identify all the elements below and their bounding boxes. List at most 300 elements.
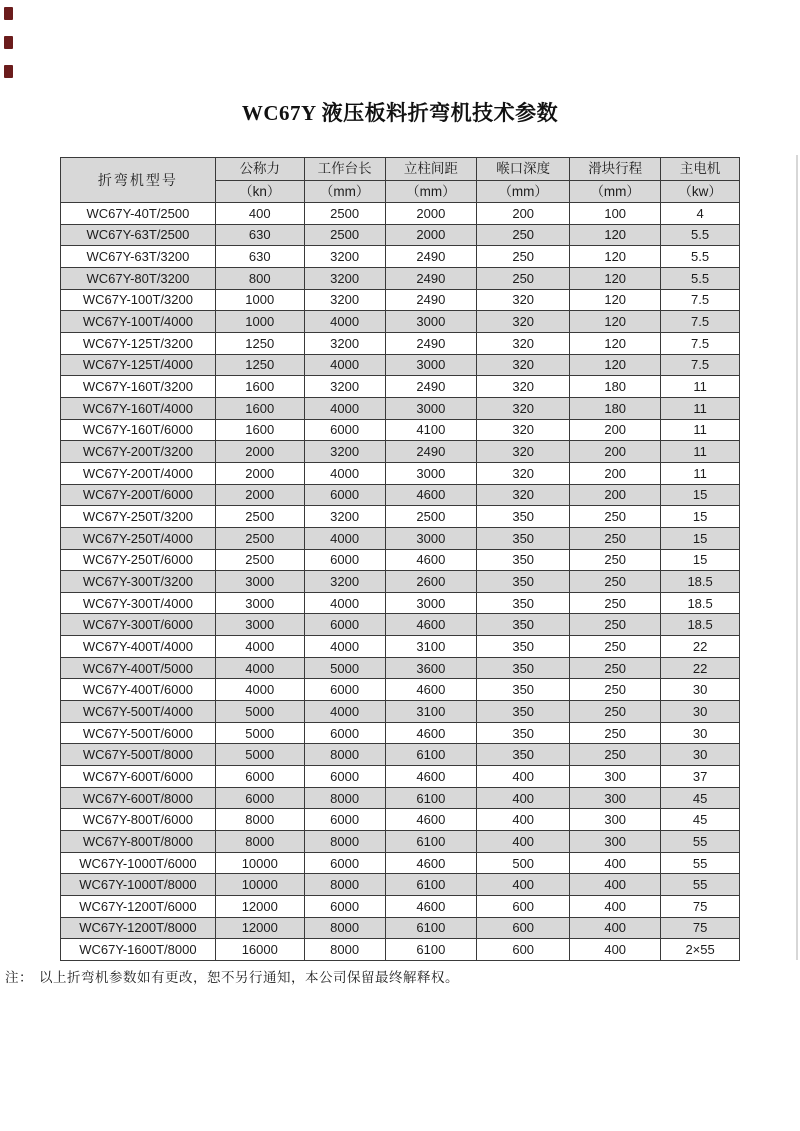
cell-model: WC67Y-200T/6000	[61, 484, 216, 506]
cell-value: 4000	[304, 527, 385, 549]
cell-value: 2500	[215, 549, 304, 571]
cell-model: WC67Y-63T/2500	[61, 224, 216, 246]
cell-model: WC67Y-1000T/6000	[61, 852, 216, 874]
cell-value: 4000	[304, 462, 385, 484]
cell-value: 12000	[215, 896, 304, 918]
cell-value: 400	[477, 787, 570, 809]
table-body	[61, 203, 740, 961]
cell-value: 4100	[385, 419, 477, 441]
cell-value: 100	[570, 203, 661, 225]
cell-value: 2000	[215, 441, 304, 463]
cell-value: 1600	[215, 376, 304, 398]
footnote	[5, 966, 685, 986]
cell-value: 120	[570, 224, 661, 246]
cell-value: 630	[215, 224, 304, 246]
header-model: 折弯机型号	[61, 158, 216, 203]
cell-value: 2000	[215, 462, 304, 484]
cell-value: 600	[477, 939, 570, 961]
table-row	[61, 332, 740, 354]
cell-value: 400	[570, 874, 661, 896]
cell-value: 120	[570, 267, 661, 289]
cell-value: 320	[477, 354, 570, 376]
cell-value: 15	[661, 527, 740, 549]
cell-model: WC67Y-400T/6000	[61, 679, 216, 701]
cell-value: 1000	[215, 311, 304, 333]
cell-value: 5000	[215, 701, 304, 723]
unit-table-length: （mm）	[304, 180, 385, 203]
table-row	[61, 376, 740, 398]
cell-value: 2500	[385, 506, 477, 528]
cell-model: WC67Y-160T/3200	[61, 376, 216, 398]
cell-value: 1000	[215, 289, 304, 311]
cell-value: 75	[661, 896, 740, 918]
unit-ram-stroke: （mm）	[570, 180, 661, 203]
cell-value: 6000	[304, 852, 385, 874]
cell-value: 30	[661, 679, 740, 701]
cell-value: 120	[570, 311, 661, 333]
cell-value: 350	[477, 549, 570, 571]
cell-value: 2×55	[661, 939, 740, 961]
cell-model: WC67Y-250T/6000	[61, 549, 216, 571]
cell-value: 5000	[215, 744, 304, 766]
cell-value: 250	[477, 224, 570, 246]
cell-value: 250	[570, 592, 661, 614]
cell-value: 250	[570, 722, 661, 744]
cell-model: WC67Y-80T/3200	[61, 267, 216, 289]
cell-value: 11	[661, 462, 740, 484]
cell-value: 6100	[385, 917, 477, 939]
cell-value: 11	[661, 376, 740, 398]
table-row	[61, 657, 740, 679]
table-row	[61, 614, 740, 636]
cell-value: 4600	[385, 549, 477, 571]
table-row	[61, 917, 740, 939]
cell-value: 500	[477, 852, 570, 874]
cell-value: 6000	[215, 787, 304, 809]
footnote-text: 以上折弯机参数如有更改，恕不另行通知，本公司保留最终解释权。	[39, 969, 459, 985]
cell-value: 3200	[304, 332, 385, 354]
cell-value: 75	[661, 917, 740, 939]
cell-model: WC67Y-63T/3200	[61, 246, 216, 268]
cell-model: WC67Y-800T/8000	[61, 831, 216, 853]
cell-value: 630	[215, 246, 304, 268]
cell-value: 6100	[385, 831, 477, 853]
cell-value: 320	[477, 441, 570, 463]
cell-value: 120	[570, 246, 661, 268]
cell-value: 350	[477, 592, 570, 614]
cell-value: 1600	[215, 419, 304, 441]
cell-value: 6000	[304, 484, 385, 506]
cell-model: WC67Y-300T/6000	[61, 614, 216, 636]
cell-value: 4600	[385, 484, 477, 506]
cell-value: 180	[570, 376, 661, 398]
header-main-motor: 主电机	[661, 158, 740, 181]
table-row	[61, 766, 740, 788]
table-row	[61, 289, 740, 311]
cell-value: 1250	[215, 354, 304, 376]
table-row	[61, 701, 740, 723]
cell-value: 350	[477, 506, 570, 528]
cell-model: WC67Y-40T/2500	[61, 203, 216, 225]
cell-value: 3000	[385, 527, 477, 549]
table-row	[61, 527, 740, 549]
cell-value: 11	[661, 397, 740, 419]
cell-value: 3200	[304, 571, 385, 593]
cell-value: 2500	[215, 527, 304, 549]
header-row-labels	[61, 158, 740, 181]
cell-value: 3100	[385, 636, 477, 658]
cell-value: 5.5	[661, 246, 740, 268]
cell-value: 2600	[385, 571, 477, 593]
cell-value: 3200	[304, 376, 385, 398]
cell-value: 400	[477, 766, 570, 788]
cell-value: 18.5	[661, 571, 740, 593]
cell-value: 7.5	[661, 289, 740, 311]
cell-value: 3000	[215, 592, 304, 614]
cell-value: 4000	[215, 636, 304, 658]
cell-value: 2000	[385, 203, 477, 225]
cell-value: 3000	[385, 462, 477, 484]
cell-value: 1250	[215, 332, 304, 354]
cell-value: 8000	[304, 939, 385, 961]
cell-value: 4000	[215, 679, 304, 701]
cell-value: 320	[477, 484, 570, 506]
cell-value: 350	[477, 657, 570, 679]
header-column-distance: 立柱间距	[385, 158, 477, 181]
cell-value: 3000	[385, 311, 477, 333]
cell-value: 5.5	[661, 267, 740, 289]
cell-value: 12000	[215, 917, 304, 939]
cell-value: 8000	[215, 831, 304, 853]
cell-value: 320	[477, 419, 570, 441]
cell-value: 250	[570, 701, 661, 723]
cell-value: 4000	[304, 354, 385, 376]
cell-value: 600	[477, 896, 570, 918]
cell-value: 3600	[385, 657, 477, 679]
cell-value: 4000	[304, 701, 385, 723]
table-row	[61, 571, 740, 593]
cell-value: 400	[477, 809, 570, 831]
cell-value: 55	[661, 852, 740, 874]
table-row	[61, 246, 740, 268]
table-row	[61, 679, 740, 701]
cell-value: 320	[477, 462, 570, 484]
cell-model: WC67Y-800T/6000	[61, 809, 216, 831]
table-row	[61, 419, 740, 441]
header-nominal-force: 公称力	[215, 158, 304, 181]
cell-value: 250	[570, 636, 661, 658]
cell-value: 300	[570, 787, 661, 809]
cell-value: 30	[661, 701, 740, 723]
cell-value: 2490	[385, 246, 477, 268]
cell-value: 2490	[385, 289, 477, 311]
cell-value: 6000	[304, 809, 385, 831]
cell-value: 3200	[304, 506, 385, 528]
table-row	[61, 506, 740, 528]
cell-model: WC67Y-600T/6000	[61, 766, 216, 788]
cell-value: 6000	[304, 766, 385, 788]
cell-value: 2490	[385, 376, 477, 398]
cell-value: 250	[570, 614, 661, 636]
unit-column-distance: （mm）	[385, 180, 477, 203]
scan-mark	[4, 65, 13, 78]
cell-value: 8000	[304, 831, 385, 853]
cell-value: 22	[661, 657, 740, 679]
table-row	[61, 831, 740, 853]
cell-value: 200	[570, 484, 661, 506]
cell-value: 6000	[304, 896, 385, 918]
cell-value: 2000	[385, 224, 477, 246]
cell-value: 2500	[304, 224, 385, 246]
cell-value: 7.5	[661, 354, 740, 376]
cell-value: 250	[570, 657, 661, 679]
cell-value: 1600	[215, 397, 304, 419]
table-row	[61, 874, 740, 896]
cell-value: 3100	[385, 701, 477, 723]
cell-value: 18.5	[661, 614, 740, 636]
cell-value: 8000	[215, 809, 304, 831]
cell-model: WC67Y-125T/4000	[61, 354, 216, 376]
cell-model: WC67Y-100T/4000	[61, 311, 216, 333]
cell-value: 5000	[215, 722, 304, 744]
cell-value: 15	[661, 484, 740, 506]
cell-value: 30	[661, 744, 740, 766]
cell-value: 4600	[385, 852, 477, 874]
cell-value: 3200	[304, 267, 385, 289]
cell-value: 6100	[385, 939, 477, 961]
cell-model: WC67Y-400T/5000	[61, 657, 216, 679]
cell-value: 16000	[215, 939, 304, 961]
cell-value: 7.5	[661, 332, 740, 354]
cell-value: 4600	[385, 766, 477, 788]
table-row	[61, 744, 740, 766]
cell-value: 250	[477, 246, 570, 268]
header-table-length: 工作台长	[304, 158, 385, 181]
cell-value: 2500	[304, 203, 385, 225]
cell-model: WC67Y-300T/4000	[61, 592, 216, 614]
unit-main-motor: （kw）	[661, 180, 740, 203]
footnote-prefix: 注：	[5, 969, 33, 985]
cell-value: 3000	[385, 354, 477, 376]
cell-model: WC67Y-100T/3200	[61, 289, 216, 311]
cell-value: 400	[477, 831, 570, 853]
table-row	[61, 549, 740, 571]
cell-value: 10000	[215, 874, 304, 896]
unit-nominal-force: （kn）	[215, 180, 304, 203]
cell-value: 11	[661, 441, 740, 463]
cell-value: 350	[477, 636, 570, 658]
table-row	[61, 636, 740, 658]
cell-value: 400	[570, 896, 661, 918]
cell-value: 3000	[385, 397, 477, 419]
cell-value: 3200	[304, 441, 385, 463]
cell-value: 320	[477, 376, 570, 398]
cell-model: WC67Y-200T/4000	[61, 462, 216, 484]
cell-value: 600	[477, 917, 570, 939]
scan-mark	[4, 7, 13, 20]
cell-value: 200	[570, 419, 661, 441]
cell-value: 11	[661, 419, 740, 441]
page-edge-line	[796, 155, 798, 960]
unit-throat-depth: （mm）	[477, 180, 570, 203]
cell-model: WC67Y-250T/3200	[61, 506, 216, 528]
scan-mark	[4, 36, 13, 49]
cell-value: 6100	[385, 787, 477, 809]
cell-value: 200	[477, 203, 570, 225]
table-row	[61, 852, 740, 874]
table-row	[61, 484, 740, 506]
cell-value: 2490	[385, 441, 477, 463]
cell-value: 3000	[215, 614, 304, 636]
table-row	[61, 354, 740, 376]
cell-value: 320	[477, 289, 570, 311]
cell-value: 8000	[304, 787, 385, 809]
page-title: WC67Y 液压板料折弯机技术参数	[241, 101, 559, 125]
cell-value: 55	[661, 831, 740, 853]
cell-value: 3200	[304, 246, 385, 268]
cell-value: 2490	[385, 267, 477, 289]
cell-value: 350	[477, 722, 570, 744]
cell-value: 30	[661, 722, 740, 744]
cell-value: 350	[477, 701, 570, 723]
cell-value: 400	[570, 852, 661, 874]
cell-value: 250	[570, 679, 661, 701]
cell-value: 350	[477, 527, 570, 549]
cell-value: 350	[477, 679, 570, 701]
table-row	[61, 224, 740, 246]
cell-value: 120	[570, 289, 661, 311]
header-throat-depth: 喉口深度	[477, 158, 570, 181]
table-row	[61, 203, 740, 225]
cell-value: 6000	[304, 419, 385, 441]
cell-value: 3200	[304, 289, 385, 311]
cell-value: 4600	[385, 896, 477, 918]
cell-value: 37	[661, 766, 740, 788]
cell-model: WC67Y-500T/6000	[61, 722, 216, 744]
table-row	[61, 809, 740, 831]
spec-table	[60, 157, 740, 961]
cell-model: WC67Y-1200T/6000	[61, 896, 216, 918]
cell-value: 350	[477, 744, 570, 766]
cell-value: 4000	[304, 592, 385, 614]
table-row	[61, 787, 740, 809]
cell-value: 15	[661, 506, 740, 528]
cell-value: 4600	[385, 722, 477, 744]
cell-value: 10000	[215, 852, 304, 874]
cell-value: 55	[661, 874, 740, 896]
header-ram-stroke: 滑块行程	[570, 158, 661, 181]
table-row	[61, 592, 740, 614]
cell-value: 8000	[304, 917, 385, 939]
cell-value: 800	[215, 267, 304, 289]
cell-value: 200	[570, 441, 661, 463]
cell-value: 4600	[385, 809, 477, 831]
cell-model: WC67Y-200T/3200	[61, 441, 216, 463]
cell-value: 350	[477, 571, 570, 593]
cell-value: 45	[661, 809, 740, 831]
cell-value: 6000	[304, 614, 385, 636]
cell-value: 400	[570, 939, 661, 961]
cell-value: 2000	[215, 484, 304, 506]
cell-value: 300	[570, 809, 661, 831]
cell-value: 6000	[304, 549, 385, 571]
cell-model: WC67Y-500T/8000	[61, 744, 216, 766]
cell-value: 300	[570, 766, 661, 788]
cell-value: 4600	[385, 679, 477, 701]
cell-value: 300	[570, 831, 661, 853]
cell-value: 400	[570, 917, 661, 939]
cell-value: 120	[570, 332, 661, 354]
cell-value: 250	[570, 527, 661, 549]
cell-model: WC67Y-1200T/8000	[61, 917, 216, 939]
table-row	[61, 267, 740, 289]
cell-value: 3000	[215, 571, 304, 593]
cell-value: 4000	[304, 397, 385, 419]
cell-value: 320	[477, 332, 570, 354]
cell-value: 2500	[215, 506, 304, 528]
cell-value: 4600	[385, 614, 477, 636]
cell-value: 4	[661, 203, 740, 225]
cell-value: 400	[215, 203, 304, 225]
cell-value: 6000	[215, 766, 304, 788]
cell-model: WC67Y-1000T/8000	[61, 874, 216, 896]
cell-model: WC67Y-250T/4000	[61, 527, 216, 549]
cell-model: WC67Y-400T/4000	[61, 636, 216, 658]
table-row	[61, 722, 740, 744]
scan-artifact-marks	[4, 7, 14, 94]
cell-value: 320	[477, 311, 570, 333]
cell-value: 8000	[304, 744, 385, 766]
cell-value: 5000	[304, 657, 385, 679]
table-row	[61, 462, 740, 484]
cell-value: 4000	[304, 311, 385, 333]
cell-value: 250	[570, 571, 661, 593]
cell-model: WC67Y-300T/3200	[61, 571, 216, 593]
cell-value: 250	[570, 549, 661, 571]
cell-value: 3000	[385, 592, 477, 614]
cell-value: 250	[570, 744, 661, 766]
cell-value: 250	[570, 506, 661, 528]
cell-value: 6000	[304, 722, 385, 744]
cell-value: 15	[661, 549, 740, 571]
cell-model: WC67Y-160T/4000	[61, 397, 216, 419]
cell-value: 180	[570, 397, 661, 419]
cell-model: WC67Y-125T/3200	[61, 332, 216, 354]
cell-value: 22	[661, 636, 740, 658]
cell-value: 2490	[385, 332, 477, 354]
table-row	[61, 311, 740, 333]
table-header	[61, 158, 740, 203]
cell-value: 6100	[385, 874, 477, 896]
cell-model: WC67Y-500T/4000	[61, 701, 216, 723]
cell-value: 120	[570, 354, 661, 376]
table-row	[61, 896, 740, 918]
cell-value: 4000	[304, 636, 385, 658]
table-row	[61, 397, 740, 419]
cell-value: 4000	[215, 657, 304, 679]
cell-value: 6100	[385, 744, 477, 766]
cell-value: 320	[477, 397, 570, 419]
cell-value: 45	[661, 787, 740, 809]
cell-model: WC67Y-160T/6000	[61, 419, 216, 441]
cell-value: 200	[570, 462, 661, 484]
table-row	[61, 939, 740, 961]
cell-value: 5.5	[661, 224, 740, 246]
cell-value: 8000	[304, 874, 385, 896]
cell-value: 250	[477, 267, 570, 289]
cell-model: WC67Y-600T/8000	[61, 787, 216, 809]
cell-value: 350	[477, 614, 570, 636]
